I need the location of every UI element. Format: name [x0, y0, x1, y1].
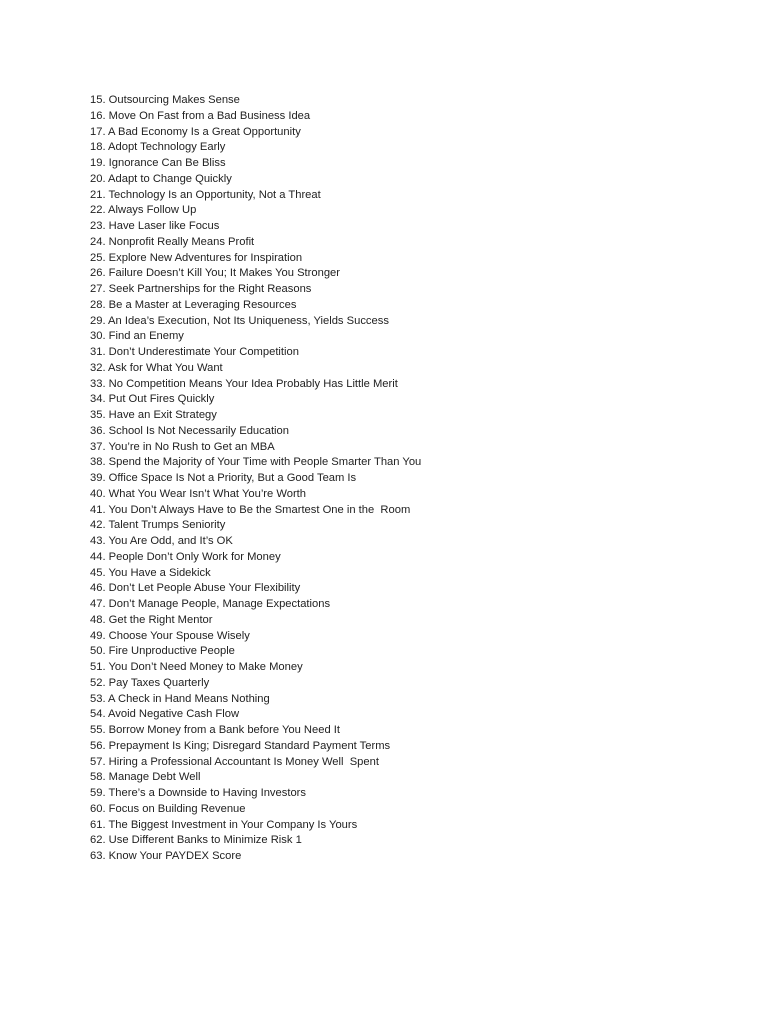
- list-item: 51. You Don’t Need Money to Make Money: [90, 661, 303, 673]
- list-item: 53. A Check in Hand Means Nothing: [90, 692, 270, 705]
- list-item: 61. The Biggest Investment in Your Company Is Yours: [90, 818, 358, 831]
- list-item: 63. Know Your PAYDEX Score: [90, 850, 242, 862]
- list-item: 41. You Don’t Always Have to Be the Smartest One in the Room: [90, 503, 411, 516]
- list-item: 23. Have Laser like Focus: [90, 220, 220, 232]
- list-item: 38. Spend the Majority of Your Time with People Smarter Than You: [90, 456, 422, 469]
- list-item: 33. No Competition Means Your Idea Probably Has Little Merit: [90, 377, 398, 390]
- list-item: 24. Nonprofit Really Means Profit: [90, 235, 255, 248]
- numbered-list: [90, 93, 421, 865]
- list-item: 52. Pay Taxes Quarterly: [90, 676, 210, 689]
- list-item: 55. Borrow Money from a Bank before You Need It: [90, 724, 340, 736]
- list-item: 37. You’re in No Rush to Get an MBA: [90, 440, 275, 453]
- list-item: 57. Hiring a Professional Accountant Is Money Well Spent: [90, 755, 379, 768]
- list-item: 32. Ask for What You Want: [90, 361, 223, 374]
- list-item: 60. Focus on Building Revenue: [90, 802, 246, 815]
- list-item: 35. Have an Exit Strategy: [90, 409, 217, 421]
- list-item: 44. People Don’t Only Work for Money: [90, 550, 281, 563]
- list-item: 28. Be a Master at Leveraging Resources: [90, 298, 297, 311]
- list-item: 15. Outsourcing Makes Sense: [90, 94, 240, 106]
- list-item: 47. Don’t Manage People, Manage Expectations: [90, 598, 331, 610]
- list-item: 50. Fire Unproductive People: [90, 645, 235, 658]
- list-item: 40. What You Wear Isn’t What You’re Worth: [90, 487, 306, 500]
- list-item: 48. Get the Right Mentor: [90, 613, 213, 626]
- list-item: 30. Find an Enemy: [90, 330, 184, 343]
- list-item: 18. Adopt Technology Early: [90, 141, 226, 154]
- list-item: 17. A Bad Economy Is a Great Opportunity: [90, 125, 301, 138]
- list-item: 45. You Have a Sidekick: [90, 566, 211, 579]
- list-item: 42. Talent Trumps Seniority: [90, 519, 226, 532]
- list-item: 39. Office Space Is Not a Priority, But a Good Team Is: [90, 472, 357, 484]
- list-item: 43. You Are Odd, and It’s OK: [90, 535, 233, 547]
- list-item: 16. Move On Fast from a Bad Business Idea: [90, 109, 311, 122]
- list-item: 22. Always Follow Up: [90, 204, 197, 217]
- list-item: 59. There’s a Downside to Having Investors: [90, 787, 306, 799]
- list-item: 49. Choose Your Spouse Wisely: [90, 629, 250, 642]
- list-item: 19. Ignorance Can Be Bliss: [90, 157, 226, 169]
- list-item: 56. Prepayment Is King; Disregard Standard Payment Terms: [90, 739, 391, 752]
- list-item: 20. Adapt to Change Quickly: [90, 172, 232, 185]
- list-item: 58. Manage Debt Well: [90, 771, 201, 784]
- list-item: 62. Use Different Banks to Minimize Risk 1: [90, 834, 302, 847]
- list-item: 21. Technology Is an Opportunity, Not a Threat: [90, 188, 321, 201]
- list-item: 31. Don’t Underestimate Your Competition: [90, 346, 299, 358]
- list-item: 29. An Idea’s Execution, Not Its Uniqueness, Yields Success: [90, 314, 389, 327]
- list-item: 25. Explore New Adventures for Inspiration: [90, 251, 303, 264]
- list-item: 27. Seek Partnerships for the Right Reasons: [90, 283, 312, 295]
- list-item: 26. Failure Doesn’t Kill You; It Makes You Stronger: [90, 267, 341, 280]
- list-item: 46. Don’t Let People Abuse Your Flexibility: [90, 582, 301, 595]
- list-item: 36. School Is Not Necessarily Education: [90, 424, 289, 437]
- list-item: 54. Avoid Negative Cash Flow: [90, 708, 240, 721]
- list-item: 34. Put Out Fires Quickly: [90, 393, 215, 406]
